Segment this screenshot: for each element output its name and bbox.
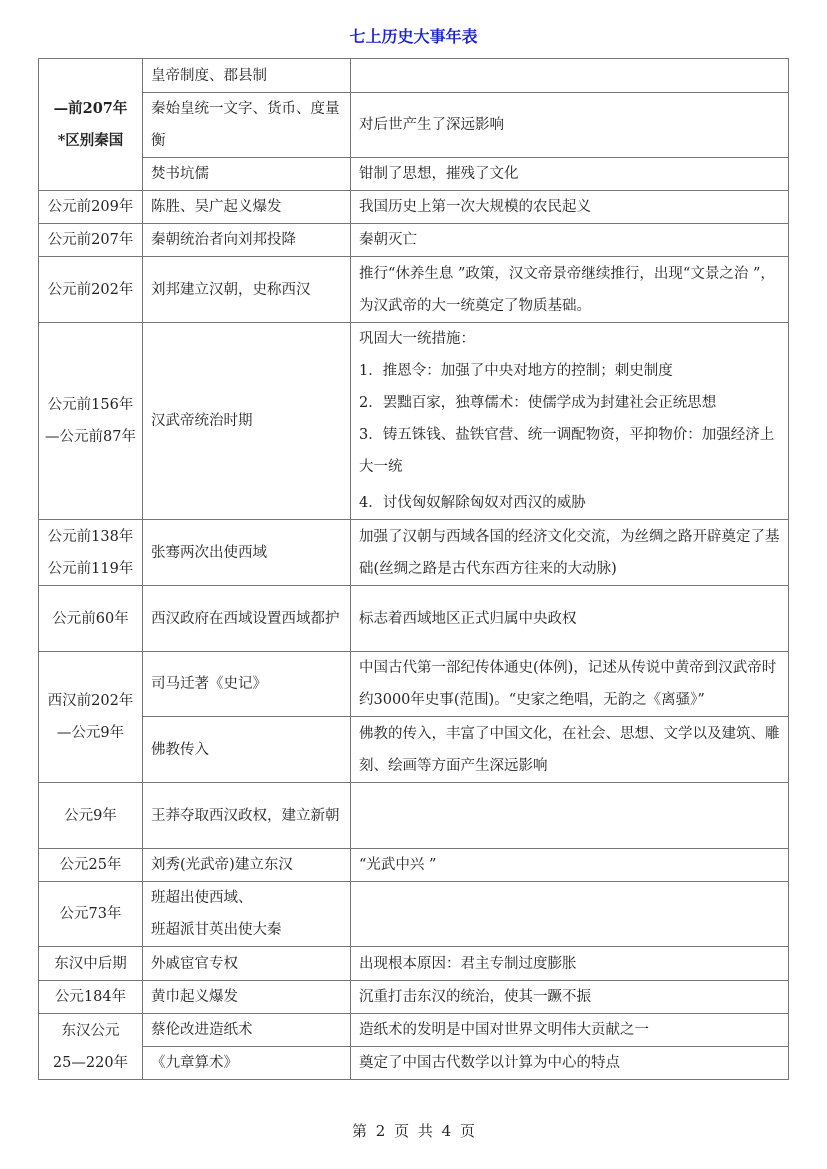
- page-title: 七上历史大事年表: [349, 27, 478, 46]
- event-cell: 张骞两次出使西域: [143, 520, 351, 586]
- event-cell: 刘邦建立汉朝，史称西汉: [143, 257, 351, 323]
- table-row: [39, 93, 789, 158]
- event-cell: 《九章算术》: [143, 1047, 351, 1080]
- date-cell: [39, 323, 143, 520]
- event-cell: 蔡伦改进造纸术: [143, 1014, 351, 1047]
- date-cell: [39, 520, 143, 586]
- date-line: 东汉公元: [61, 1022, 120, 1039]
- significance-cell: “光武中兴 ”: [351, 849, 789, 882]
- event-cell: 黄巾起义爆发: [143, 981, 351, 1014]
- table-row: [39, 191, 789, 224]
- significance-cell: 奠定了中国古代数学以计算为中心的特点: [351, 1047, 789, 1080]
- event-cell: 王莽夺取西汉政权，建立新朝: [143, 783, 351, 849]
- date-cell: 公元前60年: [39, 586, 143, 652]
- date-line: *区别秦国: [57, 131, 124, 149]
- page-number: 第 2 页 共 4 页: [352, 1122, 475, 1140]
- date-line: 公元前138年: [47, 528, 134, 545]
- event-cell: 司马迁著《史记》: [143, 652, 351, 717]
- table-row: [39, 882, 789, 947]
- date-line: —前207年: [53, 99, 128, 117]
- date-line: 25—220年: [52, 1054, 129, 1071]
- date-line: —公元9年: [56, 725, 125, 741]
- significance-cell: 造纸术的发明是中国对世界文明伟大贡献之一: [351, 1014, 789, 1047]
- date-cell: 公元前202年: [39, 257, 143, 323]
- date-cell: 公元前207年: [39, 224, 143, 257]
- date-cell: [39, 1014, 143, 1080]
- significance-cell: 对后世产生了深远影响: [351, 93, 789, 158]
- event-cell: 秦朝统治者向刘邦投降: [143, 224, 351, 257]
- significance-cell: 中国古代第一部纪传体通史(体例)，记述从传说中黄帝到汉武帝时约3000年史事(范围)。“史家之绝唱，无韵之《离骚》”: [351, 652, 789, 717]
- event-cell: 西汉政府在西域设置西域都护: [143, 586, 351, 652]
- significance-cell: [351, 323, 789, 520]
- date-cell: [39, 652, 143, 783]
- event-cell: 汉武帝统治时期: [143, 323, 351, 520]
- timeline-table: [38, 58, 789, 1080]
- table-row: [39, 947, 789, 981]
- date-line: 公元前119年: [47, 560, 134, 577]
- table-row: [39, 257, 789, 323]
- event-line: 班超出使西域、: [151, 890, 253, 906]
- event-line: 班超派甘英出使大秦: [151, 922, 282, 938]
- event-cell: [143, 882, 351, 947]
- date-line: —公元前87年: [45, 429, 136, 445]
- table-row: [39, 981, 789, 1014]
- table-row: [39, 323, 789, 520]
- event-cell: 焚书坑儒: [143, 158, 351, 191]
- measure-item: 4．讨伐匈奴解除匈奴对西汉的威胁: [359, 495, 586, 511]
- date-line: 公元前156年: [47, 397, 134, 413]
- significance-cell: [351, 882, 789, 947]
- event-cell: 秦始皇统一文字、货币、度量衡: [143, 93, 351, 158]
- table-row: [39, 783, 789, 849]
- significance-cell: 推行“休养生息 ”政策，汉文帝景帝继续推行，出现“文景之治 ”，为汉武帝的大一统奠定了物质基础。: [351, 257, 789, 323]
- date-cell: 公元73年: [39, 882, 143, 947]
- significance-cell: 佛教的传入，丰富了中国文化，在社会、思想、文学以及建筑、雕刻、绘画等方面产生深远影响: [351, 717, 789, 783]
- event-cell: 皇帝制度、郡县制: [143, 59, 351, 93]
- table-row: [39, 59, 789, 93]
- table-row: [39, 1047, 789, 1080]
- significance-cell: 加强了汉朝与西域各国的经济文化交流，为丝绸之路开辟奠定了基础(丝绸之路是古代东西方往来的大动脉): [351, 520, 789, 586]
- table-row: [39, 717, 789, 783]
- significance-cell: 我国历史上第一次大规模的农民起义: [351, 191, 789, 224]
- measures-heading: 巩固大一统措施：: [359, 331, 475, 347]
- table-row: [39, 158, 789, 191]
- table-row: [39, 520, 789, 586]
- date-line: 西汉前202年: [47, 693, 134, 709]
- table-row: [39, 224, 789, 257]
- measure-item: 2．罢黜百家，独尊儒术：使儒学成为封建社会正统思想: [359, 395, 717, 411]
- measure-item: 3．铸五铢钱、盐铁官营、统一调配物资，平抑物价：加强经济上大一统: [359, 427, 775, 475]
- significance-cell: [351, 59, 789, 93]
- date-cell: 公元184年: [39, 981, 143, 1014]
- significance-cell: 秦朝灭亡: [351, 224, 789, 257]
- date-cell: [39, 59, 143, 191]
- measure-item: 1．推恩令：加强了中央对地方的控制；刺史制度: [359, 363, 673, 379]
- date-cell: 公元前209年: [39, 191, 143, 224]
- table-row: [39, 652, 789, 717]
- significance-cell: [351, 783, 789, 849]
- event-cell: 刘秀(光武帝)建立东汉: [143, 849, 351, 882]
- significance-cell: 出现根本原因：君主专制过度膨胀: [351, 947, 789, 981]
- table-row: [39, 1014, 789, 1047]
- table-row: [39, 586, 789, 652]
- significance-cell: 钳制了思想，摧残了文化: [351, 158, 789, 191]
- event-cell: 佛教传入: [143, 717, 351, 783]
- event-cell: 陈胜、吴广起义爆发: [143, 191, 351, 224]
- date-cell: 公元25年: [39, 849, 143, 882]
- table-row: [39, 849, 789, 882]
- significance-cell: 标志着西域地区正式归属中央政权: [351, 586, 789, 652]
- event-cell: 外戚宦官专权: [143, 947, 351, 981]
- date-cell: 东汉中后期: [39, 947, 143, 981]
- significance-cell: 沉重打击东汉的统治，使其一蹶不振: [351, 981, 789, 1014]
- date-cell: 公元9年: [39, 783, 143, 849]
